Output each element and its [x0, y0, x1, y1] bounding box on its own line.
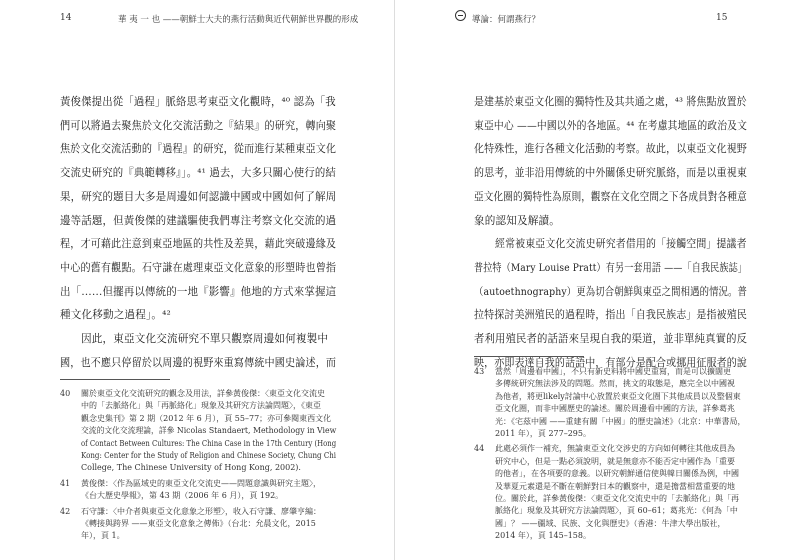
footnote-line: 多傳統研究無法涉及的問題。然而，挑文的取態是，應完全以中國視	[495, 379, 735, 389]
footnote-line: 交流的文化交流理論，詳參 Nicolas Standaert, Methodology in View	[81, 426, 337, 436]
left-page-number: 14	[60, 13, 72, 23]
footnote-line: 石守謙：〈中介者與東亞文化意象之形塑〉，收入石守謙、廖肇亨編：	[81, 506, 321, 516]
left-footnote-rule	[60, 379, 170, 380]
body-line: 果，研究的題目大多是周邊如何認識中國或中國如何了解周	[60, 190, 337, 203]
body-line: 交流史研究的『典範轉移』」。⁴¹ 過去，大多只關心使行的結	[60, 167, 336, 180]
footnote-line: 的他者」，在各項要的意義。以研究朝鮮通信使與韓日關係為例，中國	[495, 469, 739, 479]
footnote-line: of Contact Between Cultures: The China Case in the 17th Century (Hong	[81, 438, 337, 448]
body-line: 亞文化圈的獨特性為原則，觀察在文化空間之下各成員對各種意	[474, 190, 747, 203]
footnote-line: 研究中心，但是一點必須說明，就是無意亦不能否定中國作為「重要	[495, 456, 735, 466]
body-line: 象的認知及解讀。	[474, 214, 560, 227]
footnote-line: 亞文化圈，而非中國歷史的論述。關於周邊看中國的方法，詳參葛兆	[495, 404, 735, 414]
footnote-line: 脈絡化」現象及其研究方法論問題〉，頁 60–61；葛兆光：《何為「中	[495, 506, 738, 516]
footnote-line: Kong: Center for the Study of Religion and Chinese Society, Chung Chi	[81, 451, 337, 460]
footnote-line: 國」？ ——疆域、民族、文化與歷史》（香港：牛津大學出版社，	[495, 518, 726, 528]
footnote-line: 《台大歷史學報》，第 43 期（2006 年 6 月），頁 192。	[81, 491, 284, 501]
body-line: 邊等話題，但黃俊傑的建議驅使我們專注考察文化交流的過	[60, 214, 337, 227]
footnote-number: 40	[60, 389, 71, 398]
right-footnote-rule	[474, 356, 584, 357]
footnote-line: 為他者，將更likely討論中心放置於東亞文化圈下其他成員以及整個東	[495, 391, 741, 401]
body-line: 出「……但擺再以傳統的一地『影響』他地的方式來掌握這	[60, 285, 337, 298]
body-line: 種文化移動之過程」。⁴²	[60, 309, 171, 322]
body-line: 者利用殖民者的話語來呈現自我的渠道，並非單純真實的反	[474, 333, 748, 345]
footnote-number: 42	[60, 506, 71, 516]
body-line: 化特殊性，進行各種文化活動的考察。故此，以東亞文化視野	[474, 143, 747, 156]
body-line: 的思考，並非沿用傳統的中外關係史研究脈絡，而是以重視東	[474, 167, 747, 180]
body-line: 程，才可藉此注意到東亞地區的共性及差異，藉此突破邊緣及	[60, 238, 337, 251]
body-line: 映，亦即表達自我的話語中，有部分是配合或挪用征服者的說	[474, 356, 747, 369]
body-line: 是建基於東亞文化圈的獨特性及其共通之處，⁴³ 將焦點放置於	[474, 96, 747, 108]
footnote-line: 黃俊傑：〈作為區域史的東亞文化交流史——問題意識與研究主題〉，	[81, 478, 321, 488]
right-running-head: 導論：何謂燕行？	[472, 15, 541, 25]
body-line: 經常被東亞文化交流史研究者借用的「接觸空間」提議者	[495, 238, 747, 251]
footnote-line: College, The Chinese University of Hong Kong, 2002).	[81, 463, 301, 473]
footnote-line: 此處必須作一補充，無論東亞文化交涉史的方向如何轉往其他成員為	[495, 444, 735, 454]
footnote-line: 及華夏元素還是不斷在朝鮮對日本的觀察中，還是擔當相當重要的地	[495, 481, 735, 491]
chapter-minus-icon	[455, 10, 466, 21]
body-line: 國，也不應只停留於以周邊的視野來重寫傳統中國史論述，而	[60, 356, 337, 369]
footnote-line: 《轉接與跨界 ——東亞文化意象之傳佈》（台北：允晨文化，2015	[81, 519, 316, 528]
body-line: 因此，東亞文化交流研究不單只觀察周邊如何複製中	[81, 333, 329, 345]
body-line: 普拉特（Mary Louise Pratt）有另一套用語 ——「自我民族誌」	[474, 261, 748, 274]
right-page	[395, 0, 790, 560]
footnote-line: 光：《宅茲中國 ——重建有關「中國」的歷史論述》（北京：中華書局，	[495, 416, 746, 426]
body-line: （autoethnography）更為切合朝鮮與東亞之間相遇的情況。普	[474, 285, 748, 298]
body-line: 焦於文化交流活動的『過程』的研究，從而進行某種東亞文化	[60, 143, 337, 156]
footnote-line: 當然「周邊看中國」，不只有新史料將中國史重寫，而是可以擴闊更	[495, 367, 731, 376]
right-page-number: 15	[716, 13, 728, 23]
footnote-line: 中的「去脈絡化」與「再脈絡化」現象及其研究方法論問題〉，《東亞	[81, 401, 321, 411]
footnote-line: 年），頁 1。	[81, 531, 125, 541]
footnote-number: 44	[474, 444, 485, 454]
footnote-line: 位。關於此，詳參黃俊傑：〈東亞文化交流史中的「去脈絡化」與「再	[495, 494, 739, 503]
body-line: 黃俊傑提出從「過程」脈絡思考東亞文化觀時，⁴⁰ 認為「我	[60, 96, 336, 108]
body-line: 中心的舊有觀點。石守謙在處理東亞文化意象的形塑時也曾指	[60, 261, 337, 274]
body-line: 東亞中心 ——中國以外的各地區。⁴⁴ 在考慮其地區的政治及文	[474, 119, 748, 132]
footnote-line: 2011 年），頁 277–295。	[495, 429, 591, 438]
footnote-line: 關於東亞文化交流研究的觀念及用法，詳參黃俊傑：〈東亞文化交流史	[81, 389, 325, 398]
footnote-line: 2014 年），頁 145–158。	[495, 531, 591, 541]
footnote-line: 觀念史集刊》第 2 期（2012 年 6 月），頁 55–77；亦可參閱東西文化	[81, 413, 332, 423]
footnote-number: 41	[60, 478, 71, 488]
body-line: 拉特探討美洲殖民的過程時，指出「自我民族志」是指被殖民	[474, 309, 747, 322]
body-line: 們可以將過去聚焦於文化交流活動之『結果』的研究，轉向聚	[60, 119, 337, 132]
left-running-head: 華 夷 一 也 ——朝鮮士大夫的燕行活動與近代朝鮮世界觀的形成	[118, 15, 359, 25]
footnote-number: 43	[474, 367, 485, 376]
